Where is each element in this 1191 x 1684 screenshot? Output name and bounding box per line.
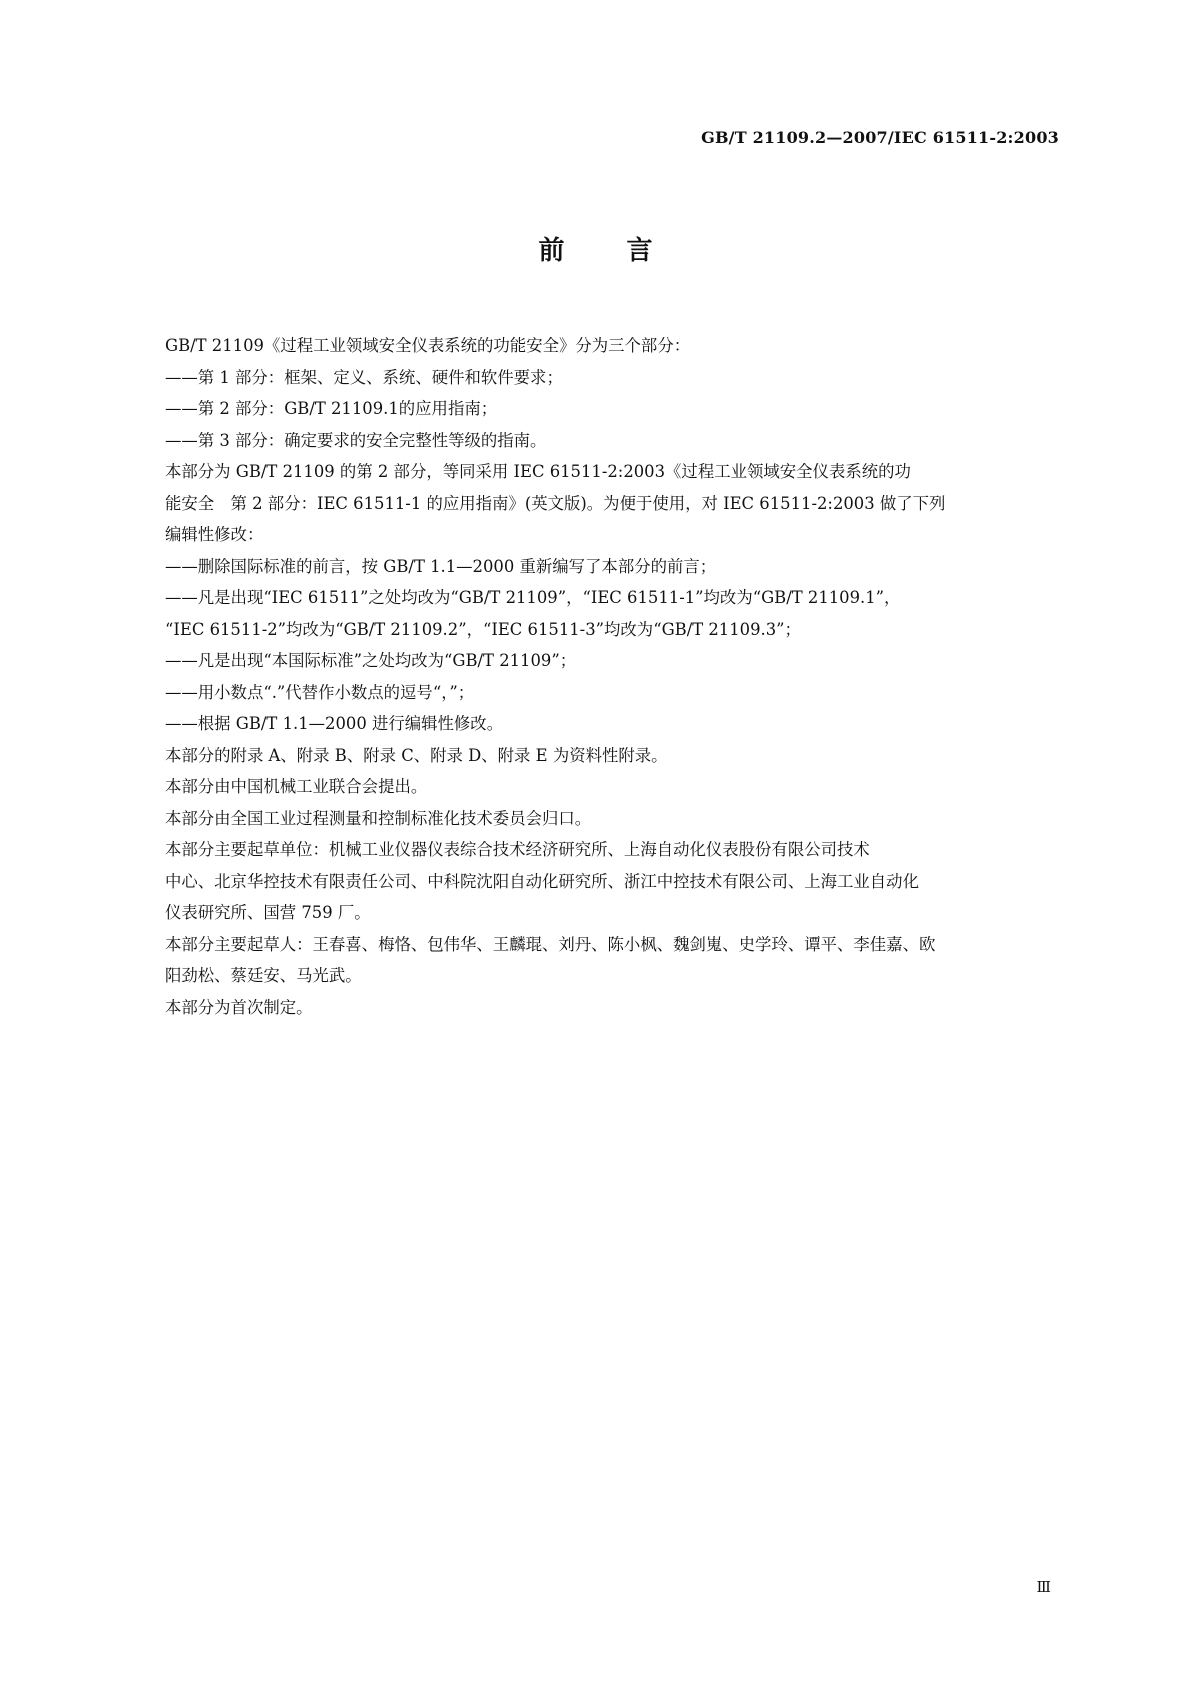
paragraph-line: 本部分由全国工业过程测量和控制标准化技术委员会归口。 <box>165 808 592 828</box>
paragraph-line: 本部分为 GB/T 21109 的第 2 部分，等同采用 IEC 61511-2:2003《过程工业领域安全仪表系统的功 <box>165 462 911 481</box>
foreword-paragraph <box>132 425 1059 457</box>
paragraph-line: ——第 1 部分：框架、定义、系统、硬件和软件要求； <box>165 367 563 387</box>
paragraph-line: ——第 2 部分：GB/T 21109.1的应用指南； <box>165 399 498 418</box>
paragraph-line: 编辑性修改： <box>165 525 264 544</box>
paragraph-line: 本部分由中国机械工业联合会提出。 <box>165 777 428 796</box>
foreword-paragraph <box>132 582 1059 645</box>
foreword-paragraph <box>132 803 1059 835</box>
foreword-paragraph <box>132 393 1059 425</box>
foreword-paragraph <box>132 740 1059 772</box>
foreword-paragraph <box>132 551 1059 583</box>
paragraph-line: 本部分主要起草人：王春喜、梅恪、包伟华、王麟琨、刘丹、陈小枫、魏剑嵬、史学玲、谭平、李佳嘉、欧 <box>165 934 936 954</box>
foreword-paragraph <box>132 330 1059 362</box>
paragraph-line: ——用小数点“.”代替作小数点的逗号“，”； <box>165 682 475 702</box>
foreword-paragraph <box>132 708 1059 740</box>
paragraph-line: ——凡是出现“本国际标准”之处均改为“GB/T 21109”； <box>165 651 577 670</box>
paragraph-line: ——第 3 部分：确定要求的安全完整性等级的指南。 <box>165 430 547 450</box>
foreword-paragraph <box>132 992 1059 1024</box>
paragraph-line: 能安全 第 2 部分：IEC 61511-1 的应用指南》(英文版)。为便于使用，对 IEC 61511-2:2003 做了下列 <box>165 493 946 513</box>
paragraph-line: 本部分的附录 A、附录 B、附录 C、附录 D、附录 E 为资料性附录。 <box>165 745 668 765</box>
foreword-paragraph <box>132 834 1059 929</box>
foreword-paragraph <box>132 362 1059 394</box>
title-char-1: 前 <box>538 236 565 266</box>
foreword-paragraph <box>132 771 1059 803</box>
standard-number-header: GB/T 21109.2—2007/IEC 61511-2:2003 <box>701 128 1059 147</box>
page-number: Ⅲ <box>1036 1578 1051 1596</box>
foreword-paragraph <box>132 929 1059 992</box>
page-title <box>0 230 1191 267</box>
paragraph-line: ——凡是出现“IEC 61511”之处均改为“GB/T 21109”，“IEC 61511-1”均改为“GB/T 21109.1”， <box>165 588 901 607</box>
foreword-body <box>132 330 1059 1023</box>
foreword-paragraph <box>132 456 1059 551</box>
paragraph-line: ——删除国际标准的前言，按 GB/T 1.1—2000 重新编写了本部分的前言； <box>165 556 717 576</box>
foreword-paragraph <box>132 645 1059 677</box>
title-char-2: 言 <box>626 236 653 266</box>
paragraph-line: 本部分主要起草单位：机械工业仪器仪表综合技术经济研究所、上海自动化仪表股份有限公司技术 <box>165 840 870 859</box>
paragraph-line: ——根据 GB/T 1.1—2000 进行编辑性修改。 <box>165 714 504 733</box>
paragraph-line: 本部分为首次制定。 <box>165 997 313 1017</box>
paragraph-line: 阳劲松、蔡廷安、马光武。 <box>165 966 362 985</box>
paragraph-line: “IEC 61511-2”均改为“GB/T 21109.2”，“IEC 61511-3”均改为“GB/T 21109.3”； <box>165 619 801 639</box>
foreword-paragraph <box>132 677 1059 709</box>
paragraph-line: 中心、北京华控技术有限责任公司、中科院沈阳自动化研究所、浙江中控技术有限公司、上海工业自动化 <box>165 871 919 891</box>
paragraph-line: GB/T 21109《过程工业领域安全仪表系统的功能安全》分为三个部分： <box>165 336 691 355</box>
paragraph-line: 仪表研究所、国营 759 厂。 <box>165 903 371 922</box>
